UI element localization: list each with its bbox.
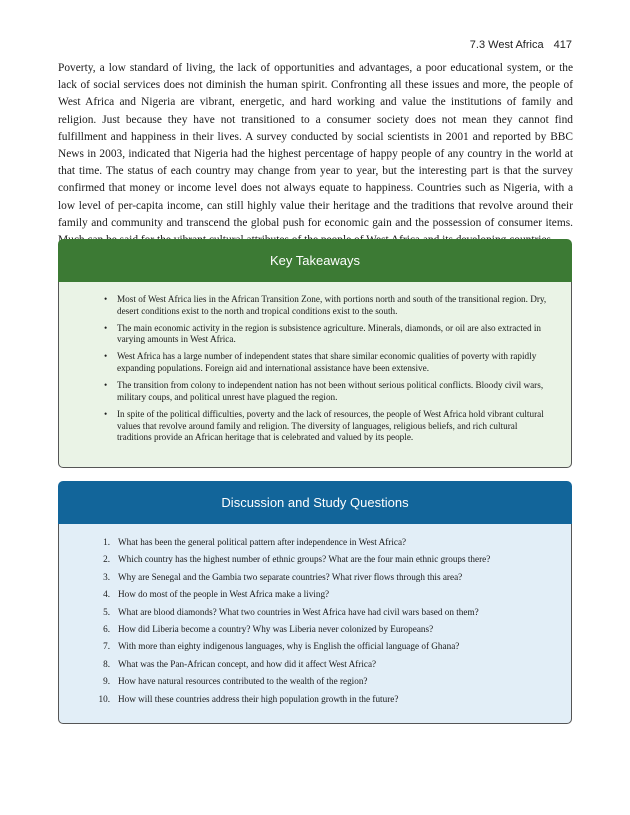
question-item [94, 607, 549, 619]
question-number: 9. [103, 676, 110, 687]
takeaway-item: • Most of West Africa lies in the African Transition Zone, with portions north and south of the transitional region. Dry, desert conditions exist to the north and tropical conditions exist to the south. [104, 294, 549, 317]
question-text: What was the Pan-African concept, and how did it affect West Africa? [118, 658, 377, 669]
question-number: 3. [103, 571, 110, 582]
question-text: What has been the general political pattern after independence in West Africa? [118, 537, 407, 547]
question-item [94, 676, 549, 688]
discussion-body [58, 524, 572, 724]
key-takeaways-box [58, 239, 572, 468]
question-number: 7. [103, 641, 110, 652]
question-item [94, 554, 549, 566]
question-item [94, 589, 549, 601]
question-item [94, 572, 549, 584]
question-number: 10. [98, 693, 110, 704]
question-text: How did Liberia become a country? Why was Liberia never colonized by Europeans? [118, 623, 434, 634]
question-number: 8. [103, 658, 110, 669]
question-text: Which country has the highest number of ethnic groups? What are the four main ethnic groups there? [118, 554, 491, 565]
question-text: How do most of the people in West Africa make a living? [118, 589, 330, 600]
question-item [94, 624, 549, 636]
discussion-title: Discussion and Study Questions [58, 481, 572, 524]
question-item [94, 659, 549, 671]
takeaway-item: • In spite of the political difficulties, poverty and the lack of resources, the people of West Africa hold vibrant cultural values that revolve around family and religion. The diversity of languages, religious beliefs, and rich cultural traditions provide an African heritage that is celebrated and valued by its people. [104, 409, 549, 444]
question-number: 6. [103, 623, 110, 634]
takeaway-item: • The transition from colony to independent nation has not been without serious political conflicts. Bloody civil wars, military coups, and political unrest have plagued the region. [104, 380, 549, 403]
section-title: 7.3 West Africa [469, 39, 544, 51]
question-item [94, 641, 549, 653]
page-header [470, 39, 572, 51]
question-text: With more than eighty indigenous languages, why is English the official language of Ghana? [118, 641, 460, 652]
key-takeaways-title: Key Takeaways [58, 239, 572, 282]
takeaway-item: • West Africa has a large number of independent states that share similar economic qualities of poverty with rapidly expanding populations. Foreign aid and international assistance have been extensive. [104, 351, 549, 374]
page-number: 417 [553, 39, 572, 51]
question-item [94, 694, 549, 706]
discussion-box [58, 481, 572, 724]
question-number: 2. [103, 554, 110, 565]
question-text: How have natural resources contributed to the wealth of the region? [118, 676, 368, 687]
question-item [94, 537, 549, 549]
question-number: 4. [103, 589, 110, 600]
key-takeaways-list [104, 294, 549, 444]
question-text: Why are Senegal and the Gambia two separate countries? What river flows through this area? [118, 571, 463, 582]
question-text: How will these countries address their high population growth in the future? [118, 693, 399, 704]
question-number: 5. [103, 606, 110, 617]
body-paragraph: Poverty, a low standard of living, the lack of opportunities and advantages, a poor educational system, or the lack of social services does not diminish the human spirit. Confronting all these issues and more, the people of West Africa and Nigeria are vibrant, energetic, and hard working and value the institutions of family and religion. Just because they have not transitioned to a consumer society does not mean they cannot find fulfillment and happiness in their lives. A survey conducted by social scientists in 2001 and reported by BBC News in 2003, indicated that Nigeria had the highest percentage of happy people of any country in the world at that time. The status of each country may change from year to year, but the interesting part is that the survey confirmed that money or income level does not always equate to happiness. Countries such as Nigeria, with a low level of per-capita income, can still highly value their heritage and the traditions that revolve around their family and community and transcend the global push for economic gain and the possession of consumer items. [58, 62, 573, 229]
question-text: What are blood diamonds? What two countries in West Africa have had civil wars based on them? [118, 606, 479, 617]
question-list [94, 537, 549, 705]
key-takeaways-body [58, 282, 572, 468]
question-number: 1. [103, 537, 110, 547]
takeaway-item: • The main economic activity in the region is subsistence agriculture. Minerals, diamonds, or oil are also extracted in varying amounts in West Africa. [104, 323, 549, 346]
